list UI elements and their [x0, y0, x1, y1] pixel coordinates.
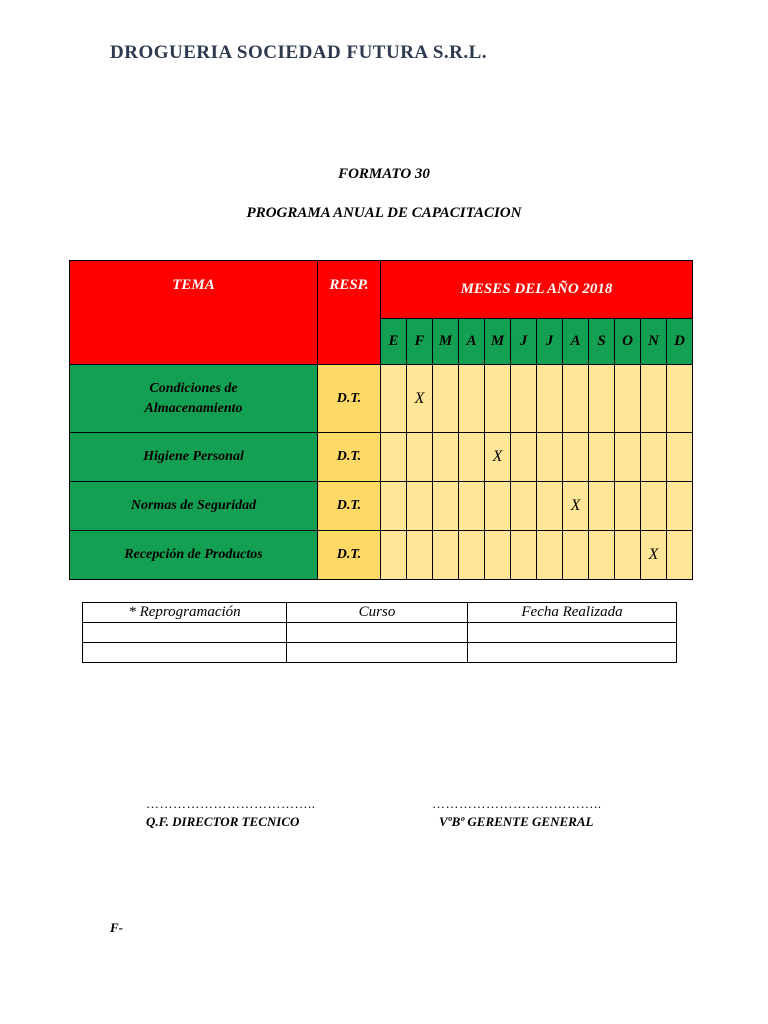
month-cell: J	[537, 318, 563, 364]
schedule-cell	[667, 531, 693, 580]
manager-signature-line: ………………………………..	[432, 796, 602, 811]
schedule-cell	[433, 531, 459, 580]
tema-header: TEMA	[70, 261, 318, 365]
course-header: Curso	[287, 603, 468, 623]
month-cell: O	[615, 318, 641, 364]
month-cell: A	[563, 318, 589, 364]
schedule-cell	[563, 365, 589, 433]
format-title: FORMATO 30	[338, 166, 430, 182]
schedule-cell	[459, 531, 485, 580]
schedule-cell	[641, 482, 667, 531]
schedule-row	[70, 365, 693, 433]
schedule-cell	[433, 482, 459, 531]
company-name: DROGUERIA SOCIEDAD FUTURA S.R.L.	[110, 42, 488, 63]
schedule-cell	[641, 433, 667, 482]
date-cell[interactable]	[468, 623, 677, 643]
schedule-cell: X	[641, 531, 667, 580]
course-cell[interactable]	[287, 643, 468, 663]
program-title: PROGRAMA ANUAL DE CAPACITACION	[246, 205, 522, 221]
schedule-cell: X	[485, 433, 511, 482]
schedule-cell	[459, 365, 485, 433]
month-cell: M	[485, 318, 511, 364]
schedule-cell	[667, 365, 693, 433]
schedule-cell	[511, 482, 537, 531]
tema-cell: Condiciones de Almacenamiento	[70, 365, 318, 433]
schedule-cell	[615, 482, 641, 531]
schedule-row	[70, 482, 693, 531]
schedule-cell	[537, 531, 563, 580]
schedule-cell	[537, 433, 563, 482]
schedule-cell	[381, 433, 407, 482]
schedule-cell	[459, 433, 485, 482]
director-signature-line: ………………………………..	[146, 796, 316, 811]
manager-signature-label: VºBº GERENTE GENERAL	[439, 814, 594, 829]
schedule-cell	[667, 433, 693, 482]
schedule-cell	[667, 482, 693, 531]
month-cell: M	[433, 318, 459, 364]
schedule-cell	[563, 531, 589, 580]
date-cell[interactable]	[468, 643, 677, 663]
month-cell: S	[589, 318, 615, 364]
schedule-cell	[589, 482, 615, 531]
resp-cell: D.T.	[318, 531, 381, 580]
reprogramming-cell[interactable]	[83, 643, 287, 663]
reprogramming-row	[83, 643, 677, 663]
schedule-cell: X	[563, 482, 589, 531]
month-cell: D	[667, 318, 693, 364]
month-cell: E	[381, 318, 407, 364]
form-code: F-	[110, 920, 123, 935]
schedule-cell	[433, 365, 459, 433]
reprogramming-table	[82, 602, 677, 663]
reprogramming-header: * Reprogramación	[83, 603, 287, 623]
schedule-cell	[615, 433, 641, 482]
schedule-cell	[537, 482, 563, 531]
schedule-cell	[407, 433, 433, 482]
schedule-cell: X	[407, 365, 433, 433]
schedule-cell	[407, 531, 433, 580]
schedule-cell	[485, 365, 511, 433]
reprogramming-header-row	[83, 603, 677, 623]
month-cell: J	[511, 318, 537, 364]
schedule-cell	[511, 531, 537, 580]
schedule-cell	[511, 365, 537, 433]
schedule-cell	[381, 365, 407, 433]
training-schedule-table	[69, 260, 693, 580]
resp-header: RESP.	[318, 261, 381, 365]
schedule-cell	[641, 365, 667, 433]
resp-cell: D.T.	[318, 482, 381, 531]
schedule-cell	[537, 365, 563, 433]
schedule-cell	[459, 482, 485, 531]
reprogramming-row	[83, 623, 677, 643]
schedule-cell	[407, 482, 433, 531]
schedule-cell	[381, 531, 407, 580]
schedule-row	[70, 531, 693, 580]
month-cell: A	[459, 318, 485, 364]
schedule-cell	[589, 531, 615, 580]
schedule-cell	[485, 531, 511, 580]
schedule-cell	[615, 365, 641, 433]
tema-cell: Higiene Personal	[70, 433, 318, 482]
month-cell: N	[641, 318, 667, 364]
director-signature-label: Q.F. DIRECTOR TECNICO	[146, 814, 300, 829]
schedule-cell	[615, 531, 641, 580]
date-header: Fecha Realizada	[468, 603, 677, 623]
schedule-cell	[511, 433, 537, 482]
schedule-cell	[563, 433, 589, 482]
resp-cell: D.T.	[318, 433, 381, 482]
reprogramming-cell[interactable]	[83, 623, 287, 643]
course-cell[interactable]	[287, 623, 468, 643]
schedule-cell	[589, 365, 615, 433]
schedule-cell	[485, 482, 511, 531]
schedule-cell	[433, 433, 459, 482]
schedule-row	[70, 433, 693, 482]
tema-cell: Recepción de Productos	[70, 531, 318, 580]
schedule-cell	[589, 433, 615, 482]
tema-cell: Normas de Seguridad	[70, 482, 318, 531]
schedule-header-row	[70, 261, 693, 319]
months-header: MESES DEL AÑO 2018	[381, 261, 693, 319]
month-cell: F	[407, 318, 433, 364]
schedule-cell	[381, 482, 407, 531]
resp-cell: D.T.	[318, 365, 381, 433]
